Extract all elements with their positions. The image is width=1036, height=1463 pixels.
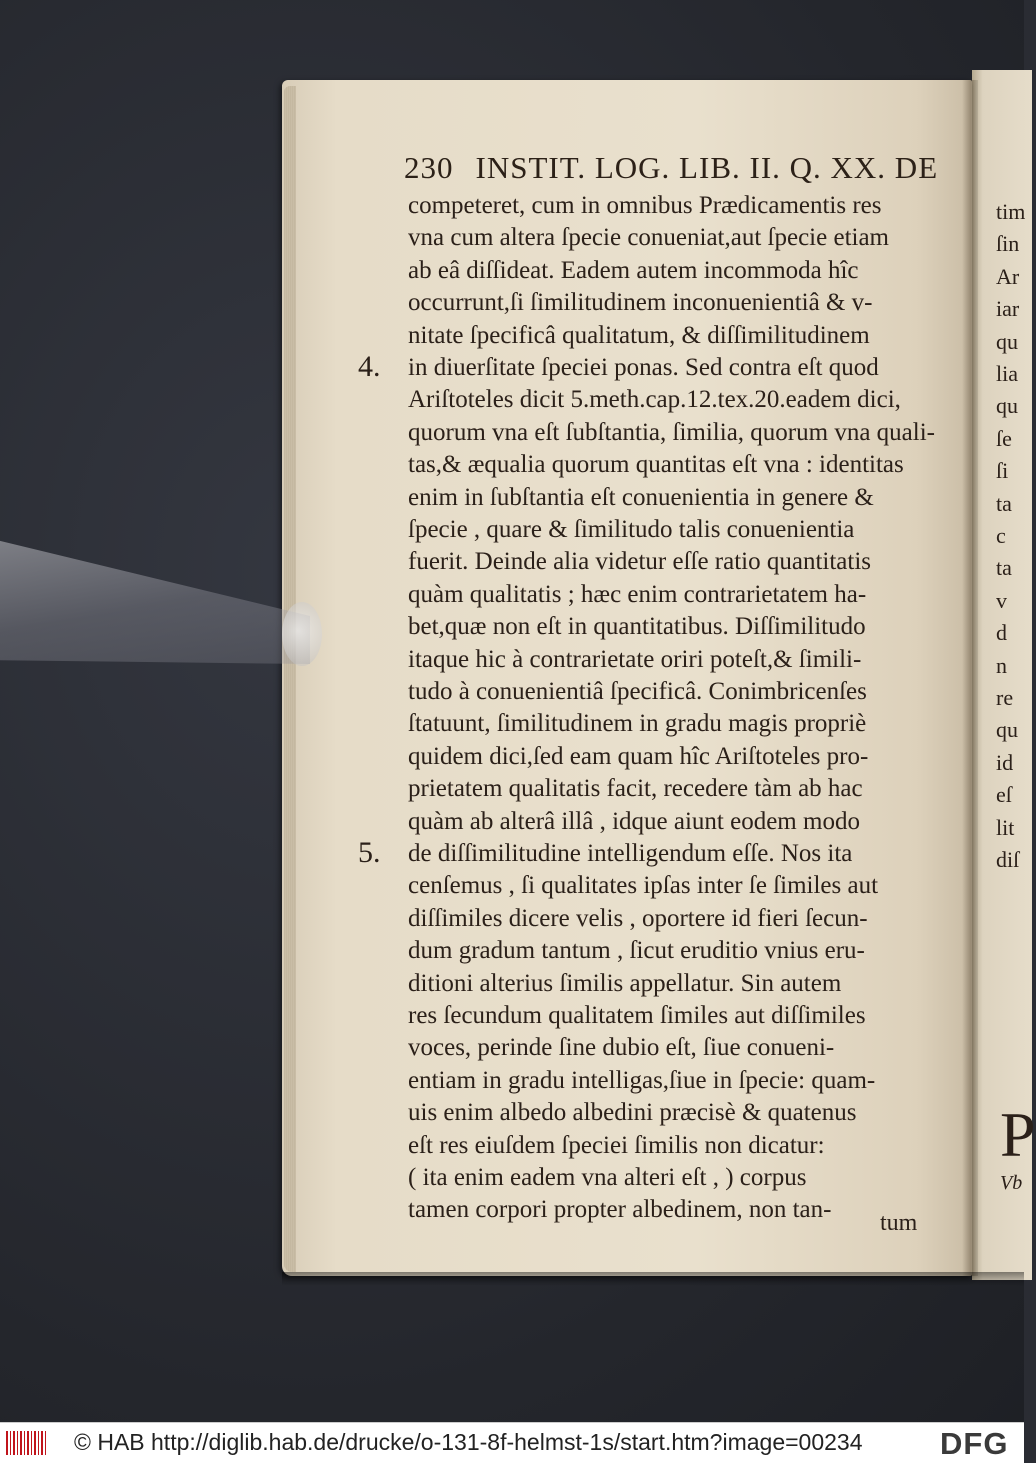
text-line: Ariſtoteles dicit 5.meth.cap.12.tex.20.eadem dici, xyxy=(408,386,901,414)
text-line: ditioni alterius ſimilis appellatur. Sin autem xyxy=(408,969,842,997)
facing-page-fragment: tim xyxy=(996,199,1026,224)
facing-page-fragment: qu xyxy=(996,717,1018,743)
source-credit: © HAB http://diglib.hab.de/drucke/o-131-8f-helmst-1s/start.htm?image=00234 xyxy=(74,1429,863,1455)
text-line: diſſimiles dicere velis , oportere id fieri ſecun- xyxy=(408,904,868,932)
text-line: competeret, cum in omnibus Prædicamentis res xyxy=(408,192,882,219)
facing-page-fragment: eſ xyxy=(996,782,1012,808)
text-line: vna cum altera ſpecie conueniat,aut ſpecie etiam xyxy=(408,224,890,252)
text-line: enim in ſubſtantia eſt conuenientia in genere & xyxy=(408,483,874,511)
text-line: cenſemus , ſi qualitates ipſas inter ſe ſimiles aut xyxy=(408,872,879,900)
page-weight-tip xyxy=(282,602,322,666)
text-line: prietatem qualitatis facit, recedere tàm ab hac xyxy=(408,775,863,803)
catchword: tum xyxy=(880,1210,918,1236)
facing-page-fragment: re xyxy=(996,685,1014,710)
dfg-logo: DFG xyxy=(936,1426,1008,1462)
facing-page-fragment: d xyxy=(996,620,1007,646)
book-gutter xyxy=(962,80,978,1276)
text-line: ſpecie , quare & ſimilitudo talis conuenientia xyxy=(408,516,855,543)
facing-page-fragment: ta xyxy=(996,490,1012,516)
page-shadow xyxy=(282,1272,1024,1286)
facing-page-fragment: ſi xyxy=(996,458,1009,484)
text-line: tamen corpori propter albedinem, non tan- xyxy=(408,1196,832,1224)
text-line: de diſſimilitudine intelligendum eſſe. Nos ita xyxy=(408,840,853,867)
text-line: ſtatuunt, ſimilitudinem in gradu magis propriè xyxy=(408,710,867,738)
text-line: quàm qualitatis ; hæc enim contrarietatem ha- xyxy=(408,580,867,608)
facing-page-fragment: qu xyxy=(996,328,1018,354)
page-edges xyxy=(284,86,296,1272)
text-line: occurrunt,ſi ſimilitudinem inconuenientiâ & v- xyxy=(408,289,873,317)
text-line: in diuerſitate ſpeciei ponas. Sed contra eſt quod xyxy=(408,354,879,381)
text-line: itaque hic à contrarietate oriri poteſt,& ſimili- xyxy=(408,645,862,673)
text-line: ab eâ diſſideat. Eadem autem incommoda hîc xyxy=(408,256,859,284)
text-line: dum gradum tantum , ſicut eruditio vnius eru- xyxy=(408,937,865,965)
facing-page-fragment: ta xyxy=(996,555,1012,581)
running-head xyxy=(404,150,939,192)
text-line: quorum vna eſt ſubſtantia, ſimilia, quorum vna quali- xyxy=(408,418,935,446)
facing-page-initial: P xyxy=(1000,1099,1036,1170)
text-line: tas,& æqualia quorum quantitas eſt vna : identitas xyxy=(408,451,904,479)
facing-page-fragment: c xyxy=(996,523,1006,548)
facing-page-fragment: iar xyxy=(996,296,1020,322)
text-line: uis enim albedo albedini præcisè & quatenus xyxy=(408,1099,857,1127)
facing-page-fragment: Ar xyxy=(996,263,1020,289)
text-line: eſt res eiuſdem ſpeciei ſimilis non dicatur: xyxy=(408,1131,825,1159)
text-line: ( ita enim eadem vna alteri eſt , ) corpus xyxy=(408,1164,807,1191)
facing-page-fragment: n xyxy=(996,652,1007,678)
facing-page-fragment: v xyxy=(996,587,1007,613)
facing-page-fragment: ſe xyxy=(996,425,1012,451)
text-line: tudo à conuenientiâ ſpecificâ. Conimbricenſes xyxy=(408,678,867,705)
text-line: res ſecundum qualitatem ſimiles aut diſſimiles xyxy=(408,1002,866,1029)
barcode-icon xyxy=(6,1431,46,1455)
text-line: nitate ſpecificâ qualitatum, & diſſimilitudinem xyxy=(408,321,870,349)
facing-page-small-text: Vb xyxy=(1000,1172,1023,1194)
text-line: fuerit. Deinde alia videtur eſſe ratio quantitatis xyxy=(408,548,872,576)
facing-page-fragment: id xyxy=(996,749,1014,775)
page-number: 230 xyxy=(404,150,454,185)
facing-page-fragment: ſin xyxy=(996,231,1020,257)
running-title: INSTIT. LOG. LIB. II. Q. XX. DE xyxy=(475,150,939,185)
text-line: quàm ab alterâ illâ , idque aiunt eodem modo xyxy=(408,807,860,835)
footer-bar xyxy=(0,1422,1024,1463)
text-line: voces, perinde ſine dubio eſt, ſiue conueni- xyxy=(408,1034,835,1062)
text-line: quidem dici,ſed eam quam hîc Ariſtoteles pro- xyxy=(408,742,869,770)
facing-page-fragment: diſ xyxy=(996,847,1020,872)
facing-page-fragment: qu xyxy=(996,393,1018,419)
text-line: bet,quæ non eſt in quantitatibus. Diſſimilitudo xyxy=(408,613,866,641)
facing-page-fragment: lit xyxy=(996,814,1015,840)
text-line: entiam in gradu intelligas,ſiue in ſpecie: quam- xyxy=(408,1066,876,1094)
margin-number: 4. xyxy=(358,350,381,383)
facing-page-fragment: lia xyxy=(996,361,1018,386)
margin-number: 5. xyxy=(358,836,381,869)
